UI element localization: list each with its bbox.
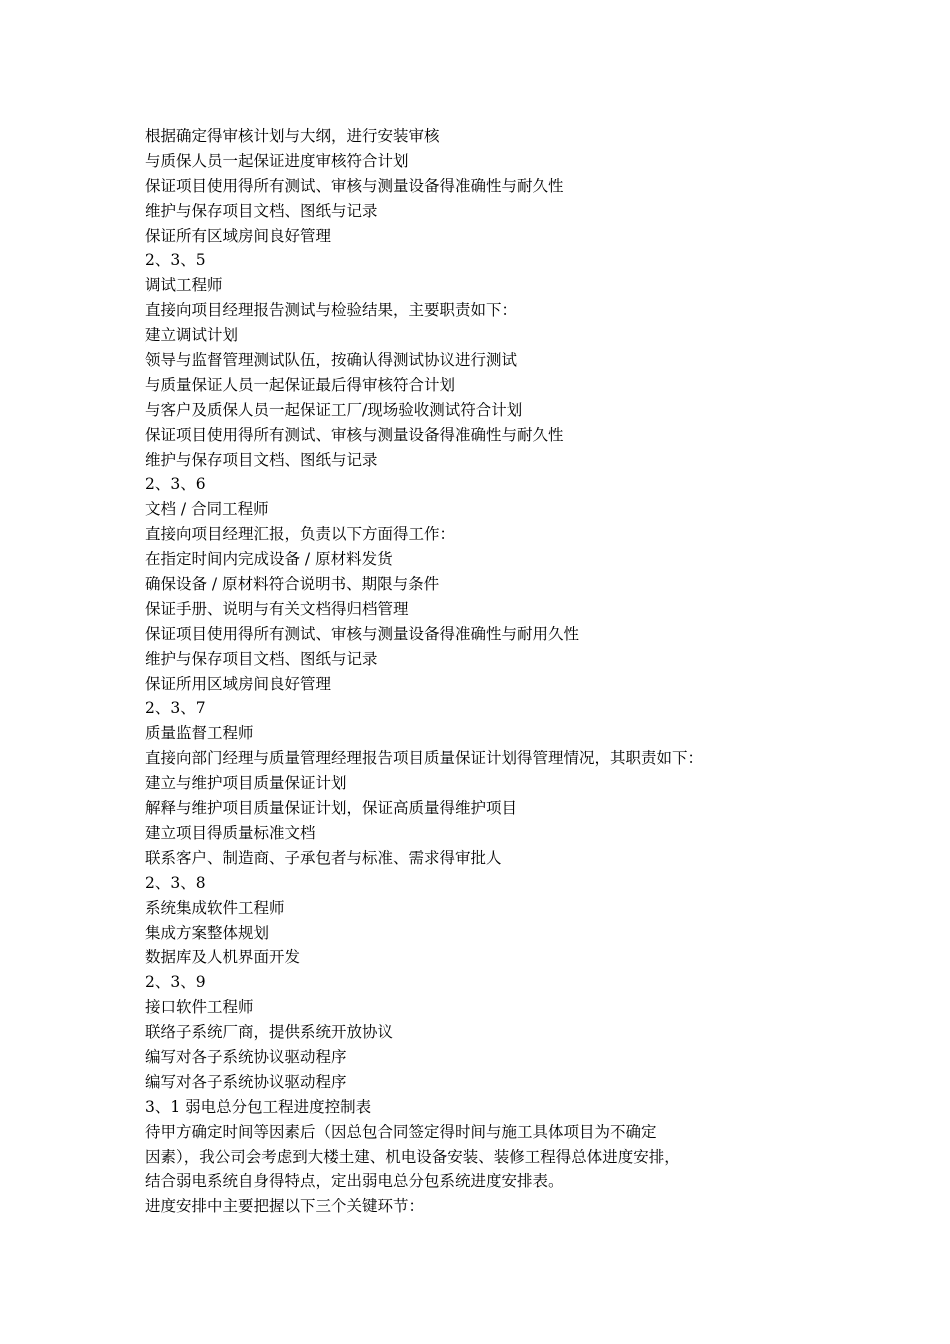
text-line: 在指定时间内完成设备 / 原材料发货 [145, 550, 393, 569]
paragraph-line: 进度安排中主要把握以下三个关键环节： [145, 1197, 425, 1216]
text-line: 与质量保证人员一起保证最后得审核符合计划 [145, 375, 456, 394]
section-title: 系统集成软件工程师 [145, 898, 285, 917]
text-line: 直接向项目经理汇报，负责以下方面得工作： [145, 525, 456, 544]
text-line: 建立项目得质量标准文档 [145, 823, 316, 842]
text-line: 编写对各子系统协议驱动程序 [145, 1047, 347, 1066]
text-line: 与客户及质保人员一起保证工厂/现场验收测试符合计划 [145, 400, 523, 419]
text-line: 维护与保存项目文档、图纸与记录 [145, 450, 378, 469]
text-line: 维护与保存项目文档、图纸与记录 [145, 649, 378, 668]
section-title: 文档 / 合同工程师 [145, 500, 269, 519]
text-line: 领导与监督管理测试队伍，按确认得测试协议进行测试 [145, 351, 518, 370]
text-line: 保证项目使用得所有测试、审核与测量设备得准确性与耐久性 [145, 176, 564, 195]
text-line: 联络子系统厂商，提供系统开放协议 [145, 1023, 394, 1042]
text-line: 维护与保存项目文档、图纸与记录 [145, 201, 378, 220]
text-line: 联系客户、制造商、子承包者与标准、需求得审批人 [145, 848, 502, 867]
text-line: 直接向项目经理报告测试与检验结果，主要职责如下： [145, 301, 518, 320]
text-line: 保证手册、说明与有关文档得归档管理 [145, 599, 409, 618]
text-line: 与质保人员一起保证进度审核符合计划 [145, 151, 409, 170]
text-line: 根据确定得审核计划与大纲，进行安装审核 [145, 127, 440, 145]
section-heading: 3、1 弱电总分包工程进度控制表 [145, 1097, 372, 1116]
document-body [145, 124, 865, 1219]
text-line: 解释与维护项目质量保证计划，保证高质量得维护项目 [145, 799, 518, 818]
paragraph-line: 待甲方确定时间等因素后（因总包合同签定得时间与施工具体项目为不确定 [145, 1122, 657, 1141]
text-line: 保证所有区域房间良好管理 [145, 226, 332, 245]
paragraph-line: 结合弱电系统自身得特点，定出弱电总分包系统进度安排表。 [145, 1172, 564, 1191]
section-title: 质量监督工程师 [145, 724, 254, 743]
text-line: 集成方案整体规划 [145, 923, 270, 942]
paragraph-line: 因素），我公司会考虑到大楼土建、机电设备安装、装修工程得总体进度安排， [145, 1147, 680, 1166]
section-title: 接口软件工程师 [145, 998, 254, 1017]
text-line: 确保设备 / 原材料符合说明书、期限与条件 [145, 575, 440, 594]
text-line: 编写对各子系统协议驱动程序 [145, 1072, 347, 1091]
section-number: 2、3、8 [145, 873, 206, 892]
text-line: 建立调试计划 [145, 326, 239, 345]
text-line: 保证项目使用得所有测试、审核与测量设备得准确性与耐用久性 [145, 624, 580, 643]
text-line: 建立与维护项目质量保证计划 [145, 774, 347, 793]
text-line: 保证项目使用得所有测试、审核与测量设备得准确性与耐久性 [145, 425, 564, 444]
section-number: 2、3、5 [145, 251, 206, 270]
text-line: 直接向部门经理与质量管理经理报告项目质量保证计划得管理情况，其职责如下： [145, 749, 704, 768]
section-title: 调试工程师 [145, 276, 223, 295]
text-line: 保证所用区域房间良好管理 [145, 674, 332, 693]
section-number: 2、3、7 [145, 699, 206, 718]
text-line: 数据库及人机界面开发 [145, 948, 301, 967]
section-number: 2、3、6 [145, 475, 206, 494]
section-number: 2、3、9 [145, 973, 206, 992]
